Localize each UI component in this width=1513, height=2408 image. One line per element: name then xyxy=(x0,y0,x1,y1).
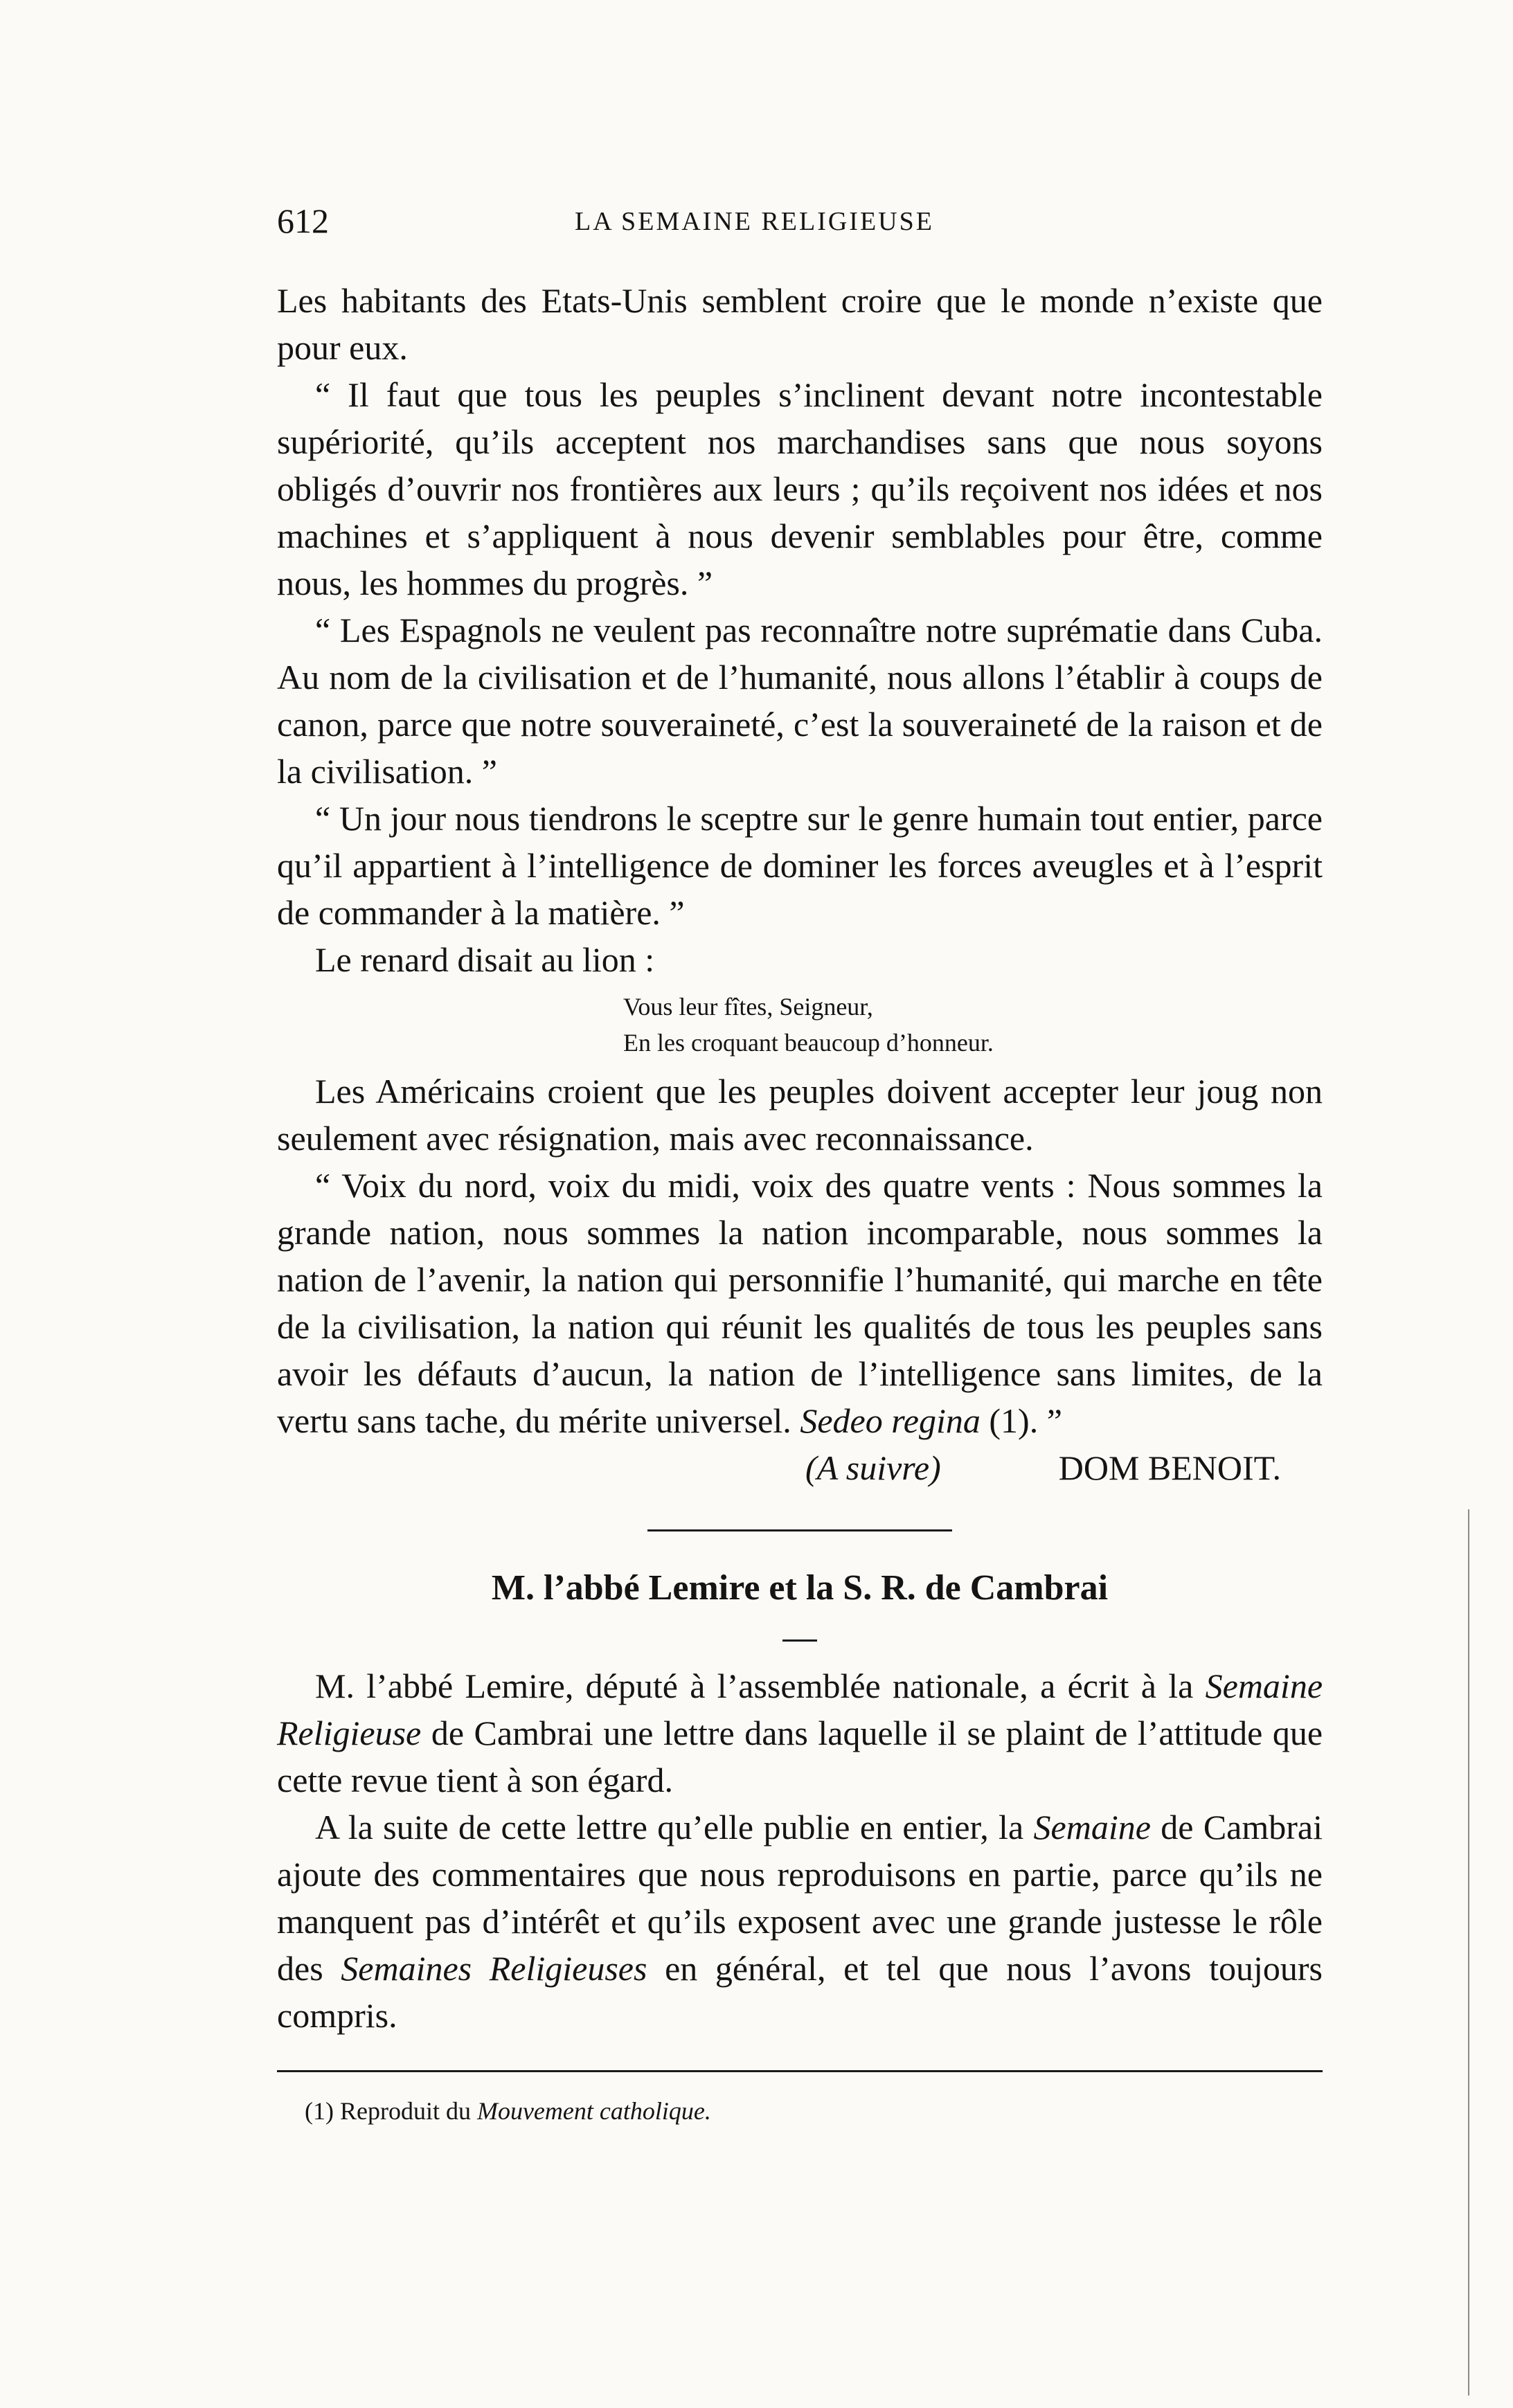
verse-line-2: En les croquant beaucoup d’honneur. xyxy=(623,1029,994,1057)
to-be-continued: (A suivre) xyxy=(805,1448,941,1487)
paragraph-7-end: (1). ” xyxy=(989,1401,1062,1440)
scan-margin-line xyxy=(1468,1509,1469,2396)
paragraph-5: Le renard disait au lion : xyxy=(315,940,655,979)
footnote-rule xyxy=(277,2070,1323,2072)
section-paragraph-2-b: de Cambrai ajoute des commentaires que nous reproduisons en partie, parce qu’ils ne manquent pas d’intérêt et qu’ils exposent avec une grande justesse le rôle des xyxy=(277,1808,1323,1988)
section-paragraph-2-a: A la suite de cette lettre qu’elle publie en entier, la xyxy=(315,1808,1024,1847)
footnote xyxy=(305,2094,711,2128)
section-paragraph-2-italic-1: Semaine xyxy=(1033,1808,1151,1847)
body-text xyxy=(277,277,1323,2039)
section-divider xyxy=(647,1529,952,1531)
section-title: M. l’abbé Lemire et la S. R. de Cambrai xyxy=(491,1568,1109,1608)
running-head: LA SEMAINE RELIGIEUSE xyxy=(575,207,934,236)
paragraph-3: “ Les Espagnols ne veulent pas reconnaître notre suprématie dans Cuba. Au nom de la civilisation et de l’humanité, nous allons l’établir à coups de canon, parce que notre souveraineté, c’est la souveraineté de la raison et de la civilisation. ” xyxy=(277,611,1323,791)
paragraph-1: Les habitants des Etats-Unis semblent croire que le monde n’existe que pour eux. xyxy=(277,281,1323,367)
paragraph-2: “ Il faut que tous les peuples s’inclinent devant notre incontestable supériorité, qu’ils acceptent nos marchandises sans que nous soyons obligés d’ouvrir nos frontières aux leurs ; qu’ils reçoivent nos idées et nos machines et s’appliquent à nous devenir semblables pour être, comme nous, les hommes du progrès. ” xyxy=(277,375,1323,602)
section-paragraph-2-c: en général, et tel que nous l’avons toujours compris. xyxy=(277,1949,1323,2035)
title-underline xyxy=(782,1639,817,1642)
paragraph-4: “ Un jour nous tiendrons le sceptre sur le genre humain tout entier, parce qu’il appartient à l’intelligence de dominer les forces aveugles et à l’esprit de commander à la matière. ” xyxy=(277,799,1323,932)
paragraph-7 xyxy=(277,1162,1323,1444)
footnote-text: (1) Reproduit du xyxy=(305,2097,471,2125)
signature-line xyxy=(277,1444,1323,1491)
section-paragraph-1-b: de Cambrai une lettre dans laquelle il se plaint de l’attitude que cette revue tient à son égard. xyxy=(277,1714,1323,1799)
section-paragraph-1 xyxy=(277,1662,1323,1804)
page-header xyxy=(277,201,1323,249)
section-paragraph-1-italic: Semaine Religieuse xyxy=(277,1666,1323,1752)
paragraph-6: Les Américains croient que les peuples doivent accepter leur joug non seulement avec résignation, mais avec reconnaissance. xyxy=(277,1072,1323,1158)
verse-quote xyxy=(623,989,1323,1061)
paragraph-7-text: “ Voix du nord, voix du midi, voix des quatre vents : Nous sommes la grande nation, nous sommes la nation incomparable, nous sommes la nation de l’avenir, la nation qui personnifie l’humanité, qui marche en tête de la civilisation, la nation qui réunit les qualités de tous les peuples sans avoir les défauts d’aucun, la nation de l’intelligence sans limites, de la vertu sans tache, du mérite universel. xyxy=(277,1166,1323,1440)
paragraph-7-italic: Sedeo regina xyxy=(800,1401,981,1440)
section-paragraph-1-a: M. l’abbé Lemire, député à l’assemblée nationale, a écrit à la xyxy=(315,1666,1194,1705)
page-number: 612 xyxy=(277,201,329,240)
section-paragraph-2 xyxy=(277,1804,1323,2039)
verse-line-1: Vous leur fîtes, Seigneur, xyxy=(623,993,873,1021)
author-signature: DOM BENOIT. xyxy=(1058,1448,1281,1487)
section-paragraph-2-italic-2: Semaines Religieuses xyxy=(341,1949,647,1988)
footnote-italic: Mouvement catholique. xyxy=(476,2097,711,2125)
